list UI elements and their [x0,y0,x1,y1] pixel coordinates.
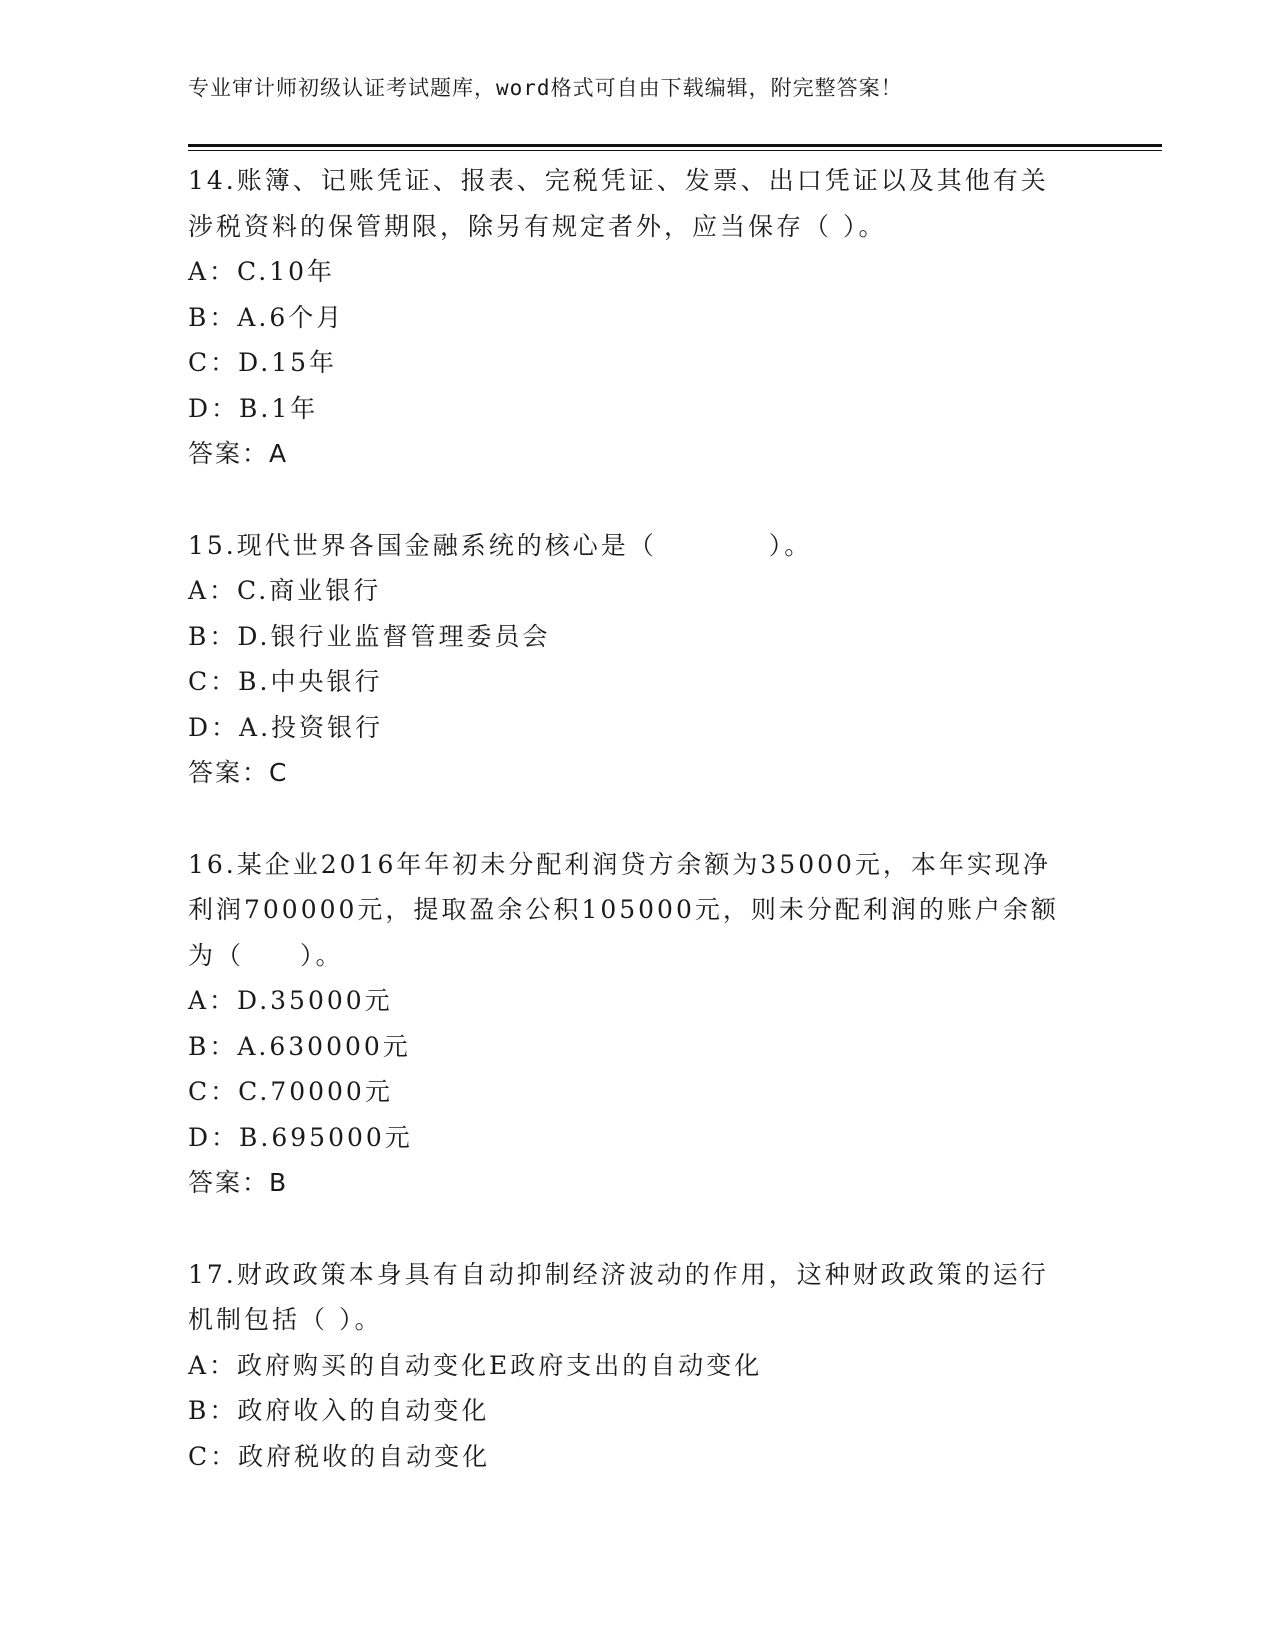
question-stem-line: 利润700000元，提取盈余公积105000元，则未分配利润的账户余额 [188,895,1059,924]
header-rule-thin [188,150,1162,151]
option-b: B：政府收入的自动变化 [188,1396,490,1425]
option-d: D：B.1年 [188,393,319,423]
question-stem-line: 机制包括（ ）。 [188,1305,383,1334]
question-17 [188,1252,1088,1480]
option-a: A：D.35000元 [188,986,393,1015]
option-c: C：C.70000元 [188,1077,393,1106]
question-stem-line: 15.现代世界各国金融系统的核心是（ ）。 [188,530,813,560]
answer-line: 答案：B [188,1168,289,1197]
question-spacer [188,796,1088,842]
question-stem-line: 17.财政政策本身具有自动抑制经济波动的作用，这种财政政策的运行 [188,1259,1049,1289]
option-c: C：D.15年 [188,348,338,377]
option-d: D：A.投资银行 [188,712,384,742]
question-spacer [188,477,1088,523]
answer-line: 答案：A [188,439,289,468]
option-b: B：D.银行业监督管理委员会 [188,621,551,651]
question-stem-line: 为（ ）。 [188,940,344,970]
page-header: 专业审计师初级认证考试题库，word格式可自由下载编辑，附完整答案！ [188,76,903,100]
option-a: A：政府购买的自动变化E政府支出的自动变化 [188,1350,763,1380]
question-14 [188,158,1088,477]
question-stem-line: 14.账簿、记账凭证、报表、完税凭证、发票、出口凭证以及其他有关 [188,166,1049,195]
option-c: C：B.中央银行 [188,667,383,696]
question-16 [188,842,1088,1206]
header-rule-thick [188,144,1162,147]
question-spacer [188,1206,1088,1252]
question-stem-line: 16.某企业2016年年初未分配利润贷方余额为35000元，本年实现净 [188,849,1051,879]
option-b: B：A.6个月 [188,302,345,332]
option-b: B：A.630000元 [188,1031,411,1061]
option-d: D：B.695000元 [188,1122,413,1152]
question-list [188,158,1088,1479]
option-a: A：C.商业银行 [188,576,382,605]
answer-line: 答案：C [188,758,289,787]
question-stem-line: 涉税资料的保管期限，除另有规定者外，应当保存（ ）。 [188,211,887,241]
question-15 [188,523,1088,796]
option-c: C：政府税收的自动变化 [188,1441,491,1471]
option-a: A：C.10年 [188,257,336,286]
